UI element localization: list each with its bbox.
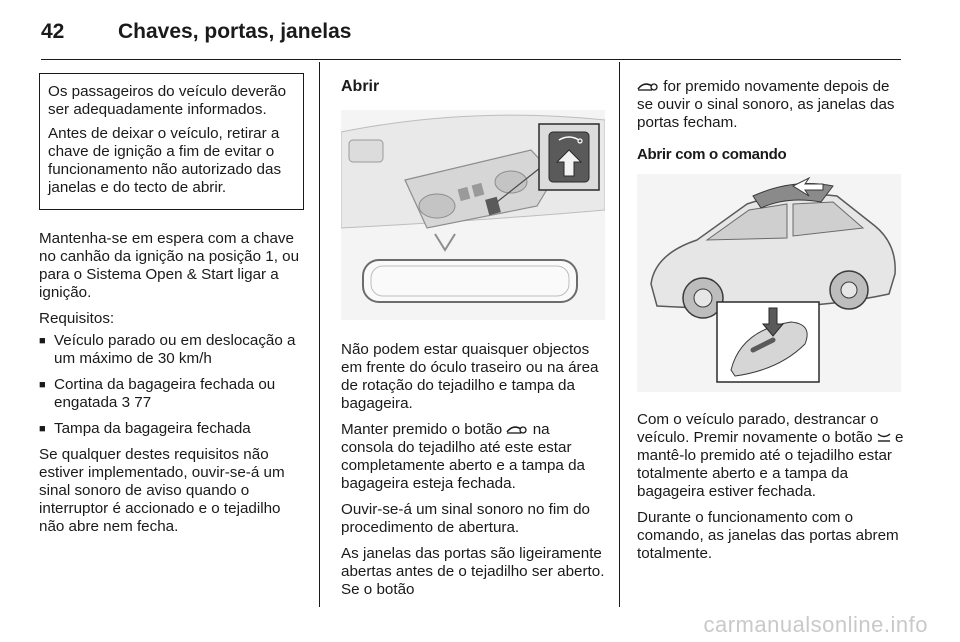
car-remote-illustration: [637, 174, 901, 397]
car-remote-illustration-svg: [637, 174, 901, 392]
list-item: ■ Cortina da bagageira fechada ou engatada 3 77: [39, 376, 304, 412]
page-number: 42: [41, 20, 65, 43]
column-divider-left: [319, 62, 320, 607]
header-rule: [41, 59, 901, 60]
paragraph: Manter premido o botão na consola do tejadilho até este estar completamente aberto e a tampa da bagageira esteja fechada.: [341, 421, 585, 492]
list-item: ■ Veículo parado ou em deslocação a um máximo de 30 km/h: [39, 332, 304, 368]
paragraph: As janelas das portas são ligeiramente abertas antes de o tejadilho ser aberto. Se o botão: [341, 545, 605, 598]
section-subheading: Abrir com o comando: [637, 146, 787, 163]
paragraph: Mantenha-se em espera com a chave no canhão da ignição na posição 1, ou para o Sistema Open & Start ligar a ignição.: [39, 230, 300, 301]
paragraph: for premido novamente depois de se ouvir o sinal sonoro, as janelas das portas fecham.: [637, 78, 895, 131]
paragraph: Não podem estar quaisquer objectos em frente do óculo traseiro ou na área de rotação do tejadilho e tampa da bagageira.: [341, 341, 599, 412]
notice-text: Os passageiros do veículo deverão ser adequadamente informados.: [48, 83, 287, 118]
roof-open-icon: [506, 423, 528, 435]
paragraph: Se qualquer destes requisitos não estiver implementado, ouvir-se-á um sinal sonoro de aviso quando o interruptor é accionado e o tejadilho não abre nem fecha.: [39, 446, 285, 535]
column-3: [637, 78, 904, 571]
notice-text: Antes de deixar o veículo, retirar a chave de ignição a fim de evitar o funcionamento não autorizado das janelas e do tecto de abrir.: [48, 125, 282, 196]
page-reference[interactable]: 77: [134, 394, 152, 411]
column-1: [39, 73, 304, 544]
key-unlock-icon: [877, 431, 891, 443]
column-2: [341, 78, 605, 607]
list-item: ■ Tampa da bagageira fechada: [39, 420, 304, 438]
roof-console-illustration-svg: [341, 110, 605, 320]
roof-console-illustration: [341, 110, 605, 325]
page-title: Chaves, portas, janelas: [118, 20, 352, 43]
requirements-list: [39, 332, 304, 438]
section-heading: Abrir: [341, 78, 380, 95]
requirements-label: Requisitos:: [39, 310, 115, 327]
paragraph: Durante o funcionamento com o comando, as janelas das portas abrem totalmente.: [637, 509, 899, 562]
paragraph: Ouvir-se-á um sinal sonoro no fim do procedimento de abertura.: [341, 501, 591, 536]
paragraph: Com o veículo parado, destrancar o veículo. Premir novamente o botão e mantê-lo premido até o tejadilho estar totalmente aberto e a tampa da bagageira estiver fechada.: [637, 411, 904, 500]
reference-arrow-icon: 3: [121, 394, 131, 411]
notice-box: [39, 73, 304, 210]
column-divider-right: [619, 62, 620, 607]
roof-open-icon: [637, 80, 659, 92]
watermark: carmanualsonline.info: [703, 612, 928, 637]
